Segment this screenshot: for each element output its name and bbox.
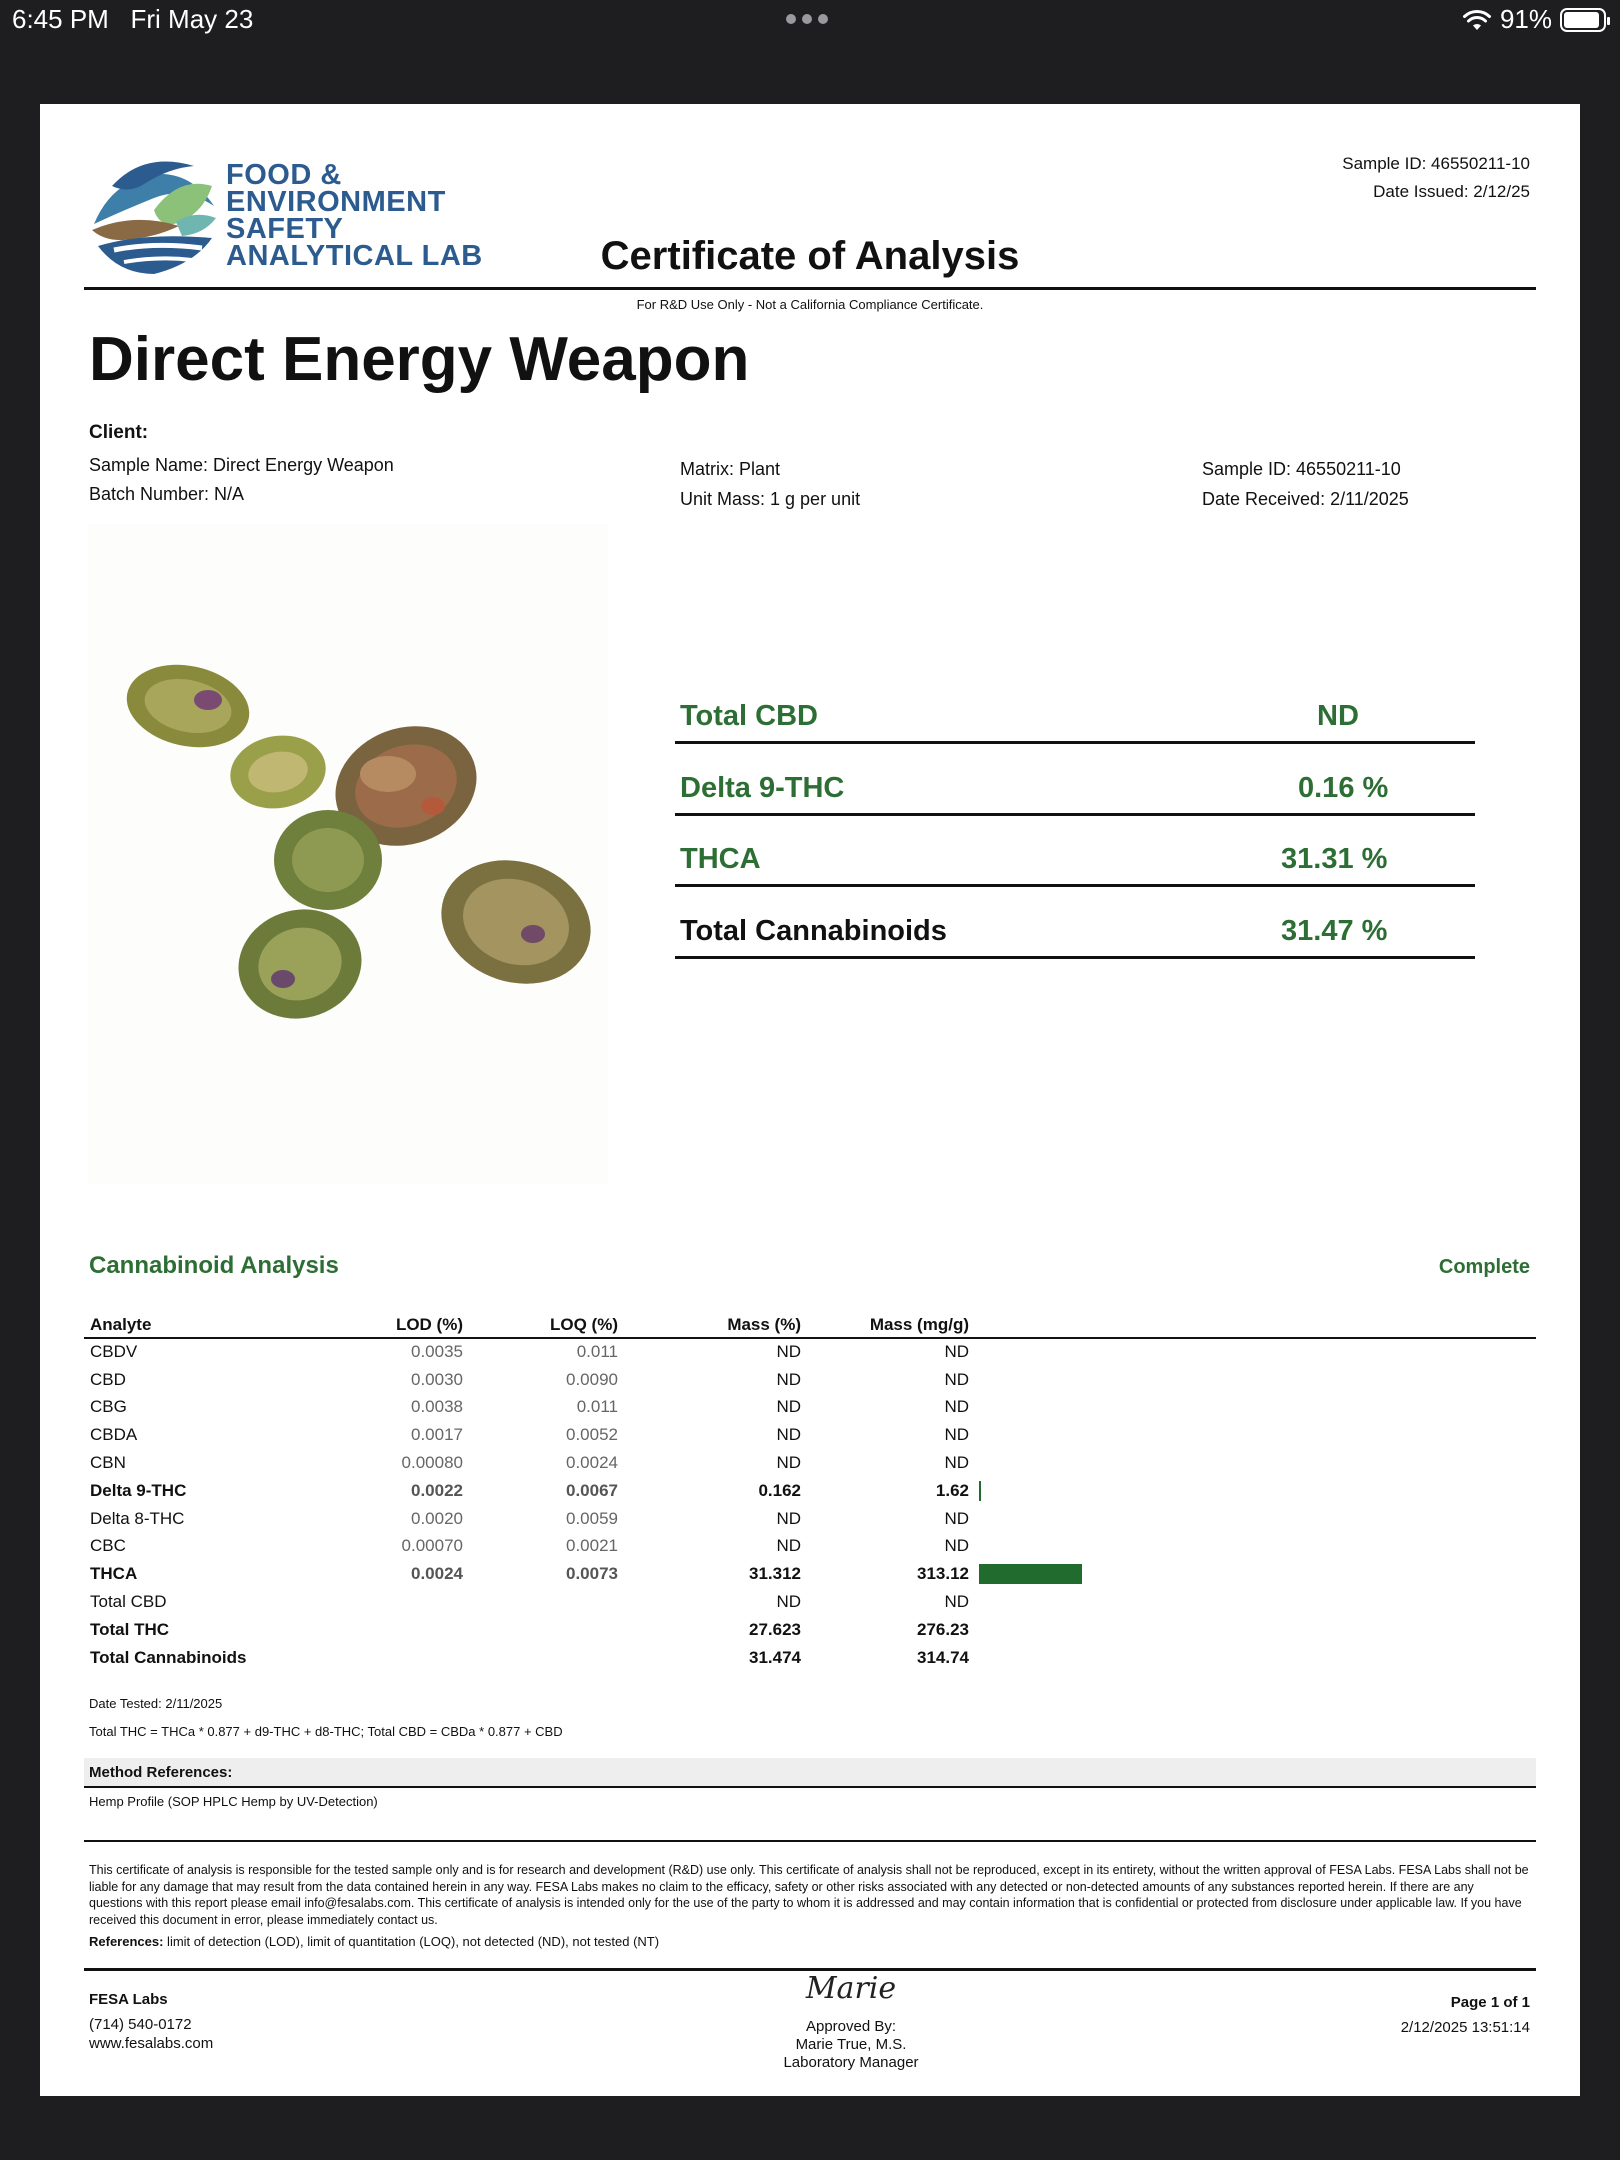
- summary-label: Delta 9-THC: [680, 772, 845, 804]
- table-row: [84, 1644, 1536, 1672]
- cell-bar: [975, 1533, 1536, 1561]
- product-name: Direct Energy Weapon: [89, 325, 750, 394]
- cell-lod: 0.0017: [411, 1425, 463, 1445]
- method-text: Hemp Profile (SOP HPLC Hemp by UV-Detection): [89, 1794, 378, 1809]
- cell-analyte: CBDV: [90, 1342, 138, 1362]
- cell-mass-mg: 276.23: [917, 1619, 969, 1639]
- table-row: [84, 1533, 1536, 1561]
- legal-divider: [84, 1840, 1536, 1842]
- cell-mass-mg: ND: [944, 1425, 969, 1445]
- approver-title: Laboratory Manager: [783, 2054, 919, 2071]
- status-right: [1462, 4, 1606, 35]
- summary-row-thca: [675, 815, 1475, 887]
- cell-lod: 0.00070: [401, 1536, 463, 1556]
- compliance-disclaimer: For R&D Use Only - Not a California Compliance Certificate.: [636, 297, 984, 312]
- col-lod: LOD (%): [314, 1312, 469, 1338]
- col-loq: LOQ (%): [469, 1312, 624, 1338]
- lab-name: FOOD & ENVIRONMENT SAFETY ANALYTICAL LAB: [226, 159, 483, 272]
- cell-bar: [975, 1505, 1536, 1533]
- signature: Marie: [805, 1971, 897, 2006]
- document-title: Certificate of Analysis: [600, 234, 1020, 278]
- cell-bar: [975, 1560, 1536, 1588]
- cell-analyte: CBC: [90, 1536, 126, 1556]
- date-received: Date Received: 2/11/2025: [1202, 489, 1409, 509]
- cell-mass-pct: ND: [776, 1592, 801, 1612]
- footer-approval: [40, 1971, 1620, 2072]
- mass-bar: [979, 1564, 1082, 1584]
- header-meta: [1342, 150, 1530, 206]
- header-sample-id: Sample ID: 46550211-10: [1342, 154, 1530, 173]
- company-website: www.fesalabs.com: [89, 2035, 214, 2052]
- cell-loq: 0.0052: [566, 1425, 618, 1445]
- cell-bar: [975, 1366, 1536, 1394]
- table-row: [84, 1366, 1536, 1394]
- cell-mass-mg: 1.62: [935, 1480, 969, 1500]
- cell-bar: [975, 1449, 1536, 1477]
- approved-by-label: Approved By:: [805, 2018, 897, 2035]
- sample-name: Sample Name: Direct Energy Weapon: [89, 455, 394, 475]
- cell-loq: [469, 1588, 624, 1616]
- report-timestamp: 2/12/2025 13:51:14: [1400, 2019, 1530, 2036]
- cell-analyte: CBD: [90, 1369, 126, 1389]
- cell-mass-mg: ND: [944, 1342, 969, 1362]
- cell-mass-mg: ND: [944, 1592, 969, 1612]
- company-phone: (714) 540-0172: [89, 2016, 192, 2033]
- client-label: Client:: [89, 422, 149, 443]
- unit-mass: Unit Mass: 1 g per unit: [680, 489, 861, 509]
- sample-info-left: [89, 451, 394, 509]
- formula-note: Total THC = THCa * 0.877 + d9-THC + d8-THC; Total CBD = CBDa * 0.877 + CBD: [89, 1724, 563, 1739]
- cell-mass-mg: ND: [944, 1397, 969, 1417]
- cell-loq: 0.0059: [566, 1508, 618, 1528]
- legal-disclaimer: This certificate of analysis is responsible for the tested sample only and is for research and development (R&D) use only. This certificate of analysis shall not be reproduced, except in its entirety, without the written approval of FESA Labs. FESA Labs shall not be liable for any damage that may result from the data contained herein in any way. FESA Labs makes no claim to the efficacy, safety or other risks associated with any detected or non-detected amounts of any substances reported herein. If there are any questions with this report please email info@fesalabs.com. This certificate of analysis is intended only for the use of the party to whom it is addressed and may contain information that is confidential or protected from disclosure under applicable law. If you have received this document in error, please immediately contact us.: [89, 1863, 1529, 1927]
- header-date-issued: Date Issued: 2/12/25: [1373, 182, 1530, 201]
- sample-info-right: [1202, 454, 1409, 514]
- cell-loq: 0.0067: [566, 1480, 618, 1500]
- table-row: [84, 1421, 1536, 1449]
- table-row: [84, 1338, 1536, 1366]
- cell-loq: 0.011: [576, 1397, 618, 1417]
- cell-analyte: Delta 8-THC: [90, 1508, 185, 1528]
- date-tested: Date Tested: 2/11/2025: [89, 1696, 223, 1711]
- table-row: [84, 1560, 1536, 1588]
- cell-analyte: Total Cannabinoids: [90, 1647, 247, 1667]
- cell-lod: 0.0022: [411, 1480, 463, 1500]
- sample-info-mid: [680, 454, 860, 514]
- cell-mass-pct: 27.623: [749, 1619, 801, 1639]
- cell-loq: [469, 1644, 624, 1672]
- cell-lod: [314, 1644, 469, 1672]
- summary-label: Total Cannabinoids: [680, 915, 947, 947]
- table-row: [84, 1449, 1536, 1477]
- cell-lod: [314, 1588, 469, 1616]
- batch-number: Batch Number: N/A: [89, 484, 245, 504]
- cell-analyte: Total CBD: [90, 1592, 167, 1612]
- summary-row-total-cannabinoids: [675, 887, 1475, 959]
- cell-mass-pct: ND: [776, 1508, 801, 1528]
- cell-lod: 0.0030: [411, 1369, 463, 1389]
- cell-mass-pct: ND: [776, 1425, 801, 1445]
- cell-mass-mg: ND: [944, 1536, 969, 1556]
- cell-analyte: CBDA: [90, 1425, 138, 1445]
- cell-loq: 0.0090: [566, 1369, 618, 1389]
- coa-document: [40, 104, 1580, 2096]
- cell-mass-pct: ND: [776, 1536, 801, 1556]
- method-header: Method References:: [84, 1758, 1536, 1788]
- company-name: FESA Labs: [89, 1991, 168, 2008]
- cell-mass-pct: 0.162: [758, 1480, 801, 1500]
- col-mass-pct: Mass (%): [624, 1312, 807, 1338]
- cell-mass-mg: ND: [944, 1369, 969, 1389]
- cannabinoid-table: [84, 1312, 1536, 1672]
- cell-mass-mg: ND: [944, 1453, 969, 1473]
- table-header-row: [84, 1312, 1536, 1338]
- summary-row-delta9: [675, 744, 1475, 816]
- summary-label: THCA: [680, 843, 761, 875]
- cell-analyte: CBG: [90, 1397, 127, 1417]
- cell-loq: 0.0021: [566, 1536, 618, 1556]
- table-row: [84, 1616, 1536, 1644]
- col-mass-mg: Mass (mg/g): [807, 1312, 975, 1338]
- cell-mass-pct: ND: [776, 1342, 801, 1362]
- cell-analyte: Total THC: [90, 1619, 170, 1639]
- cell-bar: [975, 1421, 1536, 1449]
- cell-loq: [469, 1616, 624, 1644]
- cell-mass-pct: ND: [776, 1397, 801, 1417]
- cell-mass-mg: 313.12: [917, 1564, 969, 1584]
- page-number: Page 1 of 1: [1450, 1994, 1530, 2011]
- cell-lod: 0.0035: [411, 1342, 463, 1362]
- cell-lod: 0.00080: [401, 1453, 463, 1473]
- summary-value: 0.16 %: [1298, 772, 1389, 804]
- cell-loq: 0.011: [576, 1342, 618, 1362]
- summary-row-total-cbd: [675, 672, 1475, 744]
- footer-page-info: [1401, 1990, 1530, 2040]
- cell-mass-mg: 314.74: [917, 1647, 969, 1667]
- cell-loq: 0.0024: [566, 1453, 618, 1473]
- summary-value: ND: [1317, 700, 1359, 732]
- summary-value: 31.31 %: [1281, 843, 1388, 875]
- references: References: limit of detection (LOD), limit of quantitation (LOQ), not detected (ND), not tested (NT): [89, 1934, 660, 1949]
- table-row: [84, 1394, 1536, 1422]
- cell-mass-pct: 31.474: [749, 1647, 801, 1667]
- product-photo: [88, 524, 608, 1184]
- cell-analyte: CBN: [90, 1453, 126, 1473]
- cell-lod: 0.0024: [411, 1564, 463, 1584]
- cell-lod: 0.0020: [411, 1508, 463, 1528]
- mass-bar: [979, 1481, 981, 1501]
- multitasking-dots-icon[interactable]: [786, 14, 828, 24]
- cell-mass-pct: 31.312: [749, 1564, 801, 1584]
- cell-mass-pct: ND: [776, 1453, 801, 1473]
- summary-label: Total CBD: [680, 700, 819, 732]
- status-time: 6:45 PM Fri May 23: [12, 4, 254, 34]
- col-analyte: Analyte: [84, 1312, 314, 1338]
- table-row: [84, 1477, 1536, 1505]
- cell-analyte: Delta 9-THC: [90, 1480, 187, 1500]
- analysis-status: Complete: [1438, 1256, 1530, 1278]
- table-row: [84, 1588, 1536, 1616]
- cell-bar: [975, 1588, 1536, 1616]
- section-title: Cannabinoid Analysis: [89, 1252, 339, 1279]
- cell-bar: [975, 1616, 1536, 1644]
- cell-analyte: THCA: [90, 1564, 138, 1584]
- cell-bar: [975, 1477, 1536, 1505]
- header-divider: [84, 287, 1536, 290]
- wifi-icon: [1462, 8, 1492, 32]
- cell-mass-mg: ND: [944, 1508, 969, 1528]
- cell-bar: [975, 1644, 1536, 1672]
- status-bar: [0, 0, 1620, 40]
- summary-value: 31.47 %: [1281, 915, 1388, 947]
- cell-lod: 0.0038: [411, 1397, 463, 1417]
- cell-bar: [975, 1394, 1536, 1422]
- col-bar: [975, 1312, 1536, 1338]
- table-row: [84, 1505, 1536, 1533]
- battery-icon: [1560, 8, 1606, 32]
- cell-bar: [975, 1338, 1536, 1366]
- cell-lod: [314, 1616, 469, 1644]
- approver-name: Marie True, M.S.: [795, 2036, 907, 2053]
- battery-percent: 91%: [1499, 4, 1552, 34]
- matrix: Matrix: Plant: [680, 459, 781, 479]
- cell-mass-pct: ND: [776, 1369, 801, 1389]
- sample-id: Sample ID: 46550211-10: [1202, 459, 1401, 479]
- cell-loq: 0.0073: [566, 1564, 618, 1584]
